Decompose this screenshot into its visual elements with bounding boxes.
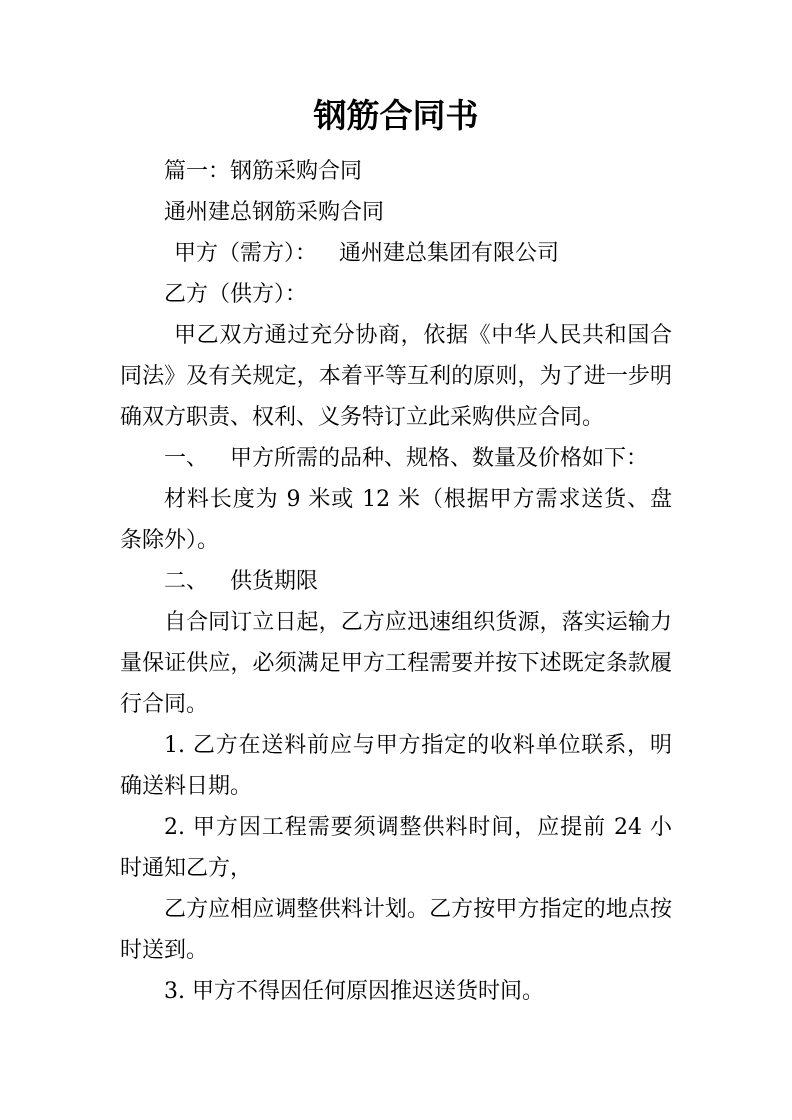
clause-1-number: 一、	[164, 446, 209, 471]
party-a-label: 甲方（需方）：	[174, 241, 318, 266]
item-1: 1. 乙方在送料前应与甲方指定的收料单位联系，明确送料日期。	[120, 733, 672, 799]
clause-2-title: 供货期限	[230, 569, 319, 594]
section-heading: 篇一：钢筋采购合同	[164, 159, 363, 184]
clause-1-text: 材料长度为 9 米或 12 米（根据甲方需求送货、盘条除外）。	[120, 487, 672, 553]
item-3: 3. 甲方不得因任何原因推迟送货时间。	[164, 979, 544, 1004]
party-a-line	[120, 233, 672, 274]
clause-2-number: 二、	[164, 569, 209, 594]
contract-name: 通州建总钢筋采购合同	[164, 200, 385, 225]
clause-2-heading	[120, 561, 672, 602]
intro-paragraph: 甲乙双方通过充分协商，依据《中华人民共和国合同法》及有关规定，本着平等互利的原则，为了进一步明确双方职责、权利、义务特订立此采购供应合同。	[120, 323, 672, 430]
party-a-name: 通州建总集团有限公司	[339, 241, 560, 266]
document-body	[120, 151, 672, 1012]
document-title: 钢筋合同书	[313, 96, 479, 135]
item-2-continuation: 乙方应相应调整供料计划。乙方按甲方指定的地点按时送到。	[120, 897, 672, 963]
item-2: 2. 甲方因工程需要须调整供料时间，应提前 24 小时通知乙方，	[120, 815, 672, 881]
party-b-label: 乙方（供方）：	[164, 282, 308, 307]
clause-1-heading	[120, 438, 672, 479]
clause-2-text: 自合同订立日起，乙方应迅速组织货源，落实运输力量保证供应，必须满足甲方工程需要并按下述既定条款履行合同。	[120, 610, 672, 717]
clause-1-title: 甲方所需的品种、规格、数量及价格如下：	[230, 446, 649, 471]
